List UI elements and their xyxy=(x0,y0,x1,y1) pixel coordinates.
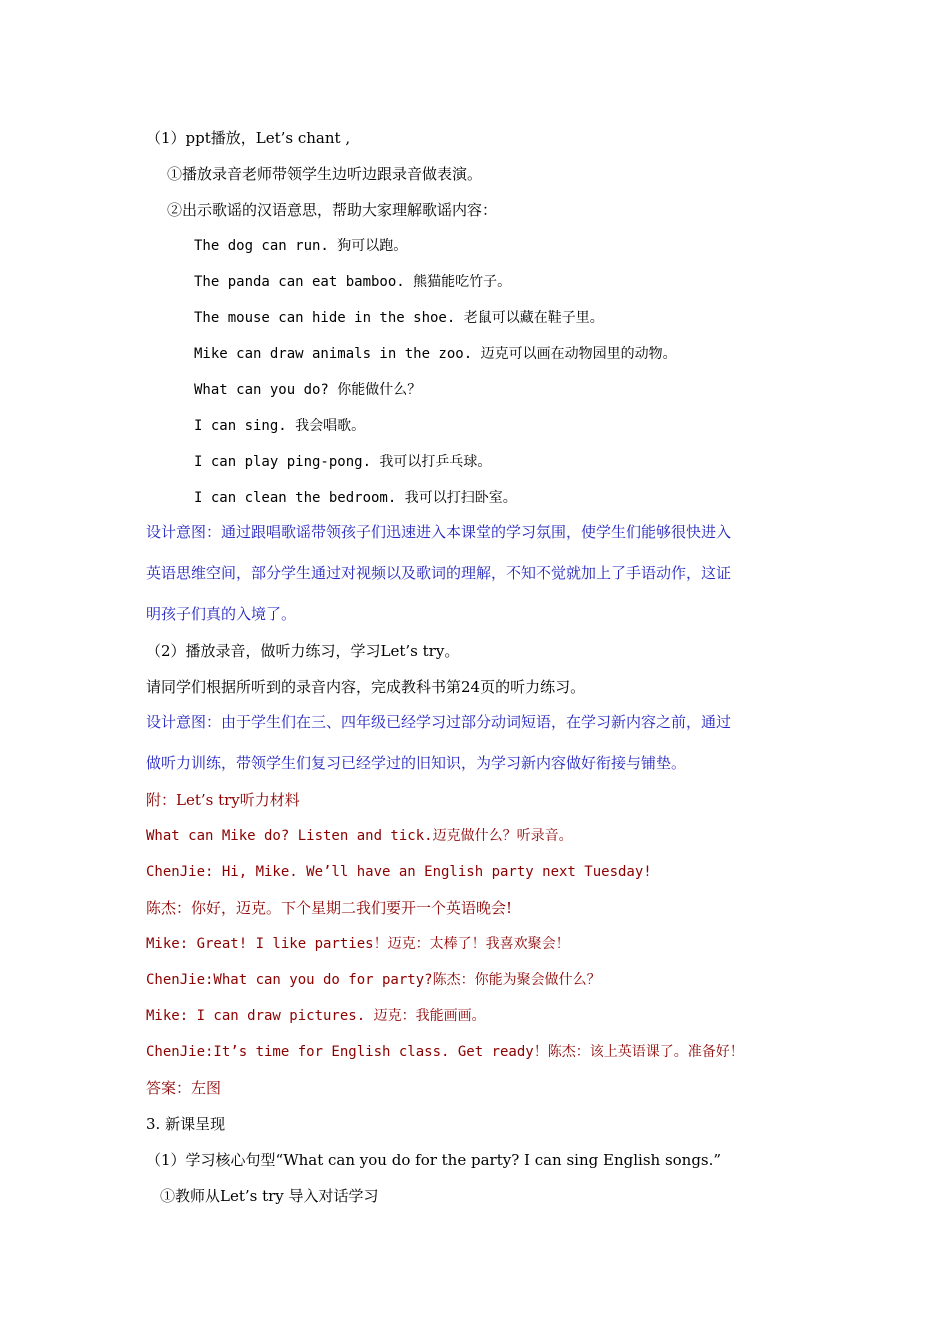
answer-line: 答案：左图 xyxy=(146,1079,222,1097)
design-intent-line: 设计意图：由于学生们在三、四年级已经学习过部分动词短语，在学习新内容之前，通过 xyxy=(146,713,732,731)
chant-step-1: ①播放录音老师带领学生边听边跟录音做表演。 xyxy=(167,165,483,183)
appendix-heading: 附：Let’s try听力材料 xyxy=(146,791,300,809)
chant-line: The dog can run. 狗可以跑。 xyxy=(194,238,408,254)
dialogue-step-1: ①教师从Let’s try 导入对话学习 xyxy=(160,1187,379,1205)
chant-step-2: ②出示歌谣的汉语意思，帮助大家理解歌谣内容： xyxy=(167,201,498,219)
design-intent-line: 做听力训练，带领学生们复习已经学过的旧知识，为学习新内容做好衔接与铺垫。 xyxy=(146,754,687,772)
design-intent-line: 明孩子们真的入境了。 xyxy=(146,605,297,623)
design-intent-line: 英语思维空间，部分学生通过对视频以及歌词的理解，不知不觉就加上了手语动作，这证 xyxy=(146,564,732,582)
script-line: What can Mike do? Listen and tick.迈克做什么？听录音。 xyxy=(146,828,573,844)
chant-line: The mouse can hide in the shoe. 老鼠可以藏在鞋子里。 xyxy=(194,310,604,326)
design-intent-line: 设计意图：通过跟唱歌谣带领孩子们迅速进入本课堂的学习氛围，使学生们能够很快进入 xyxy=(146,523,732,541)
script-line: ChenJie: Hi, Mike. We’ll have an English party next Tuesday! xyxy=(146,864,652,880)
script-line: Mike: I can draw pictures. 迈克：我能画画。 xyxy=(146,1008,486,1024)
listening-instruction: 请同学们根据所听到的录音内容，完成教科书第24页的听力练习。 xyxy=(146,678,586,696)
chant-line: What can you do? 你能做什么？ xyxy=(194,382,422,398)
script-line: ChenJie:It’s time for English class. Get ready！陈杰：该上英语课了。准备好！ xyxy=(146,1044,744,1060)
chant-step-heading: （1）ppt播放，Let’s chant , xyxy=(146,129,351,147)
chant-line: The panda can eat bamboo. 熊猫能吃竹子。 xyxy=(194,274,512,290)
script-line: Mike: Great! I like parties！迈克：太棒了！我喜欢聚会！ xyxy=(146,936,570,952)
script-line: 陈杰：你好，迈克。下个星期二我们要开一个英语晚会! xyxy=(146,899,513,917)
chant-line: I can clean the bedroom. 我可以打扫卧室。 xyxy=(194,490,517,506)
chant-line: I can play ping-pong. 我可以打乒乓球。 xyxy=(194,454,492,470)
section-heading-new-lesson: 3. 新课呈现 xyxy=(146,1115,226,1133)
listening-step-heading: （2）播放录音，做听力练习，学习Let’s try。 xyxy=(146,642,460,660)
script-line: ChenJie:What can you do for party?陈杰：你能为聚会做什么？ xyxy=(146,972,601,988)
chant-line: I can sing. 我会唱歌。 xyxy=(194,418,366,434)
chant-line: Mike can draw animals in the zoo. 迈克可以画在动物园里的动物。 xyxy=(194,346,677,362)
core-sentence-heading: （1）学习核心句型“What can you do for the party? I can sing English songs.” xyxy=(146,1151,722,1169)
